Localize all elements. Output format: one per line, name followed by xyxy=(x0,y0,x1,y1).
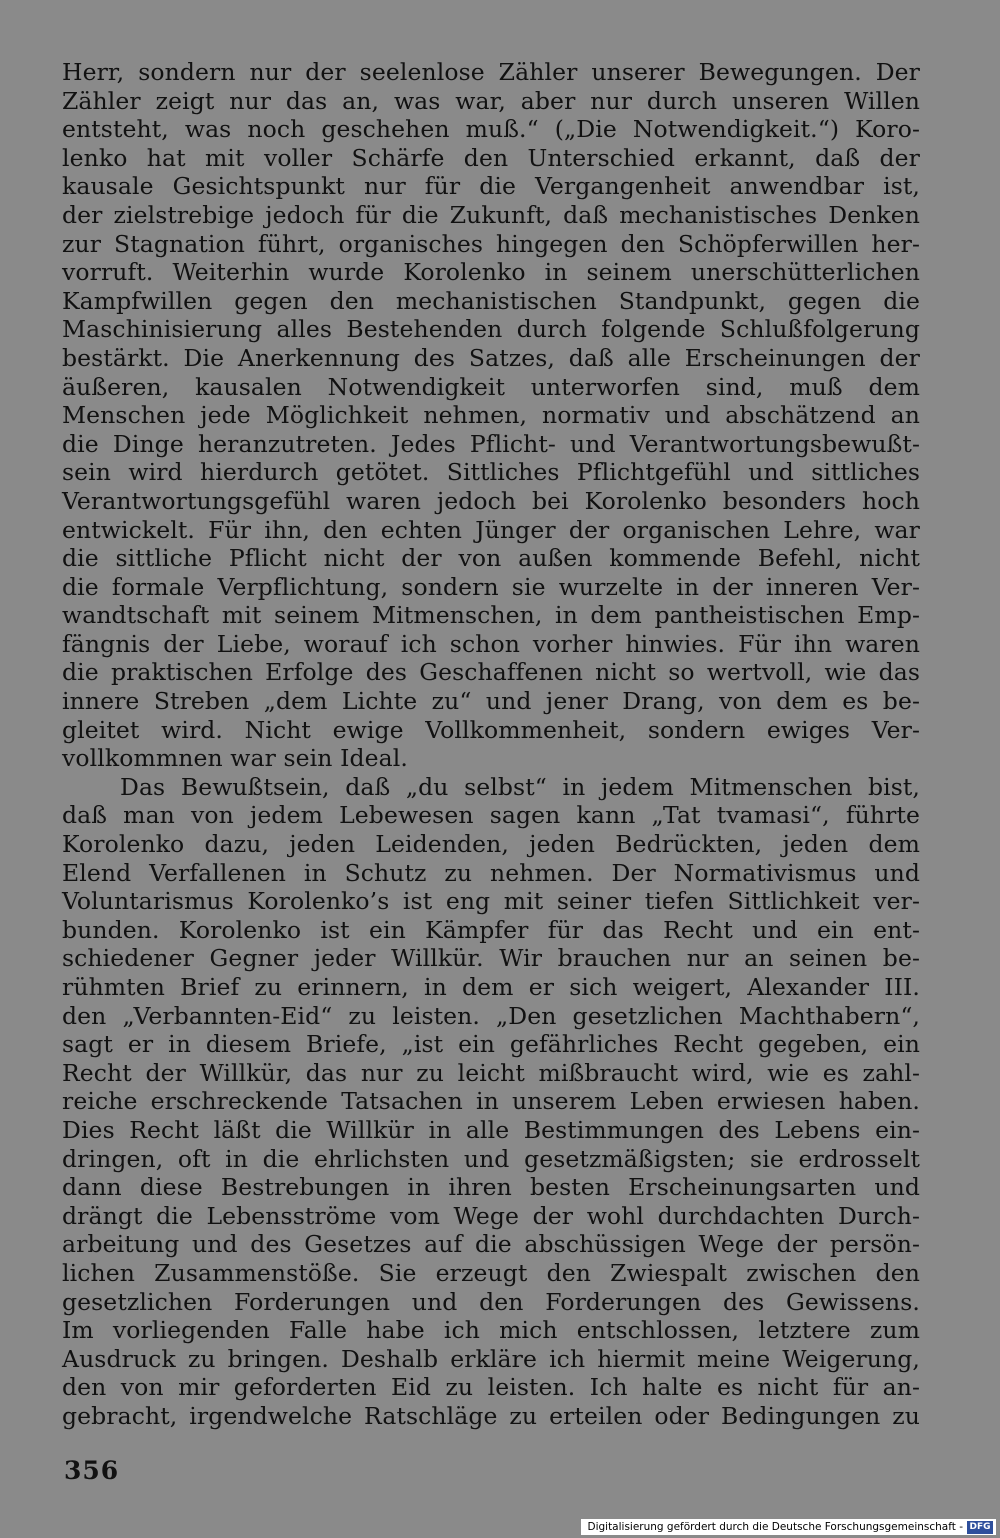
text-line: die praktischen Erfolge des Geschaffenen nicht so wertvoll, wie das xyxy=(62,658,920,687)
text-line: vollkommnen war sein Ideal. xyxy=(62,744,408,773)
text-line: Herr, sondern nur der seelenlose Zähler unserer Bewegungen. Der xyxy=(62,58,920,86)
text-line: kausale Gesichtspunkt nur für die Vergangenheit anwendbar ist, xyxy=(62,172,920,201)
text-line: schiedener Gegner jeder Willkür. Wir brauchen nur an seinen be- xyxy=(62,944,920,973)
text-line: Maschinisierung alles Bestehenden durch folgende Schlußfolgerung xyxy=(62,315,920,344)
text-line: Ausdruck zu bringen. Deshalb erkläre ich hiermit meine Weigerung, xyxy=(62,1344,920,1373)
text-line: Im vorliegenden Falle habe ich mich entschlossen, letztere zum xyxy=(62,1316,920,1345)
text-line: zur Stagnation führt, organisches hingegen den Schöpferwillen her- xyxy=(62,229,920,258)
text-line: entsteht, was noch geschehen muß.“ („Die Notwendigkeit.“) Koro- xyxy=(62,115,920,144)
text-line: entwickelt. Für ihn, den echten Jünger der organischen Lehre, war xyxy=(62,515,920,544)
text-line: reiche erschreckende Tatsachen in unserem Leben erwiesen haben. xyxy=(62,1087,920,1116)
text-line: Recht der Willkür, das nur zu leicht mißbraucht wird, wie es zahl- xyxy=(62,1058,920,1087)
page-body xyxy=(62,58,920,1431)
text-line: drängt die Lebensströme vom Wege der wohl durchdachten Durch- xyxy=(62,1201,920,1230)
text-line: vorruft. Weiterhin wurde Korolenko in seinem unerschütterlichen xyxy=(62,258,920,287)
text-line: gebracht, irgendwelche Ratschläge zu erteilen oder Bedingungen zu xyxy=(62,1401,920,1430)
text-line: rühmten Brief zu erinnern, in dem er sich weigert, Alexander III. xyxy=(62,973,920,1001)
text-line: Kampfwillen gegen den mechanistischen Standpunkt, gegen die xyxy=(62,286,920,315)
text-line: Das Bewußtsein, daß „du selbst“ in jedem Mitmenschen bist, xyxy=(120,772,920,801)
dfg-logo-icon: DFG xyxy=(967,1521,993,1534)
text-line: gesetzlichen Forderungen und den Forderungen des Gewissens. xyxy=(62,1287,920,1316)
text-line: den „Verbannten-Eid“ zu leisten. „Den gesetzlichen Machthabern“, xyxy=(62,1001,920,1030)
digitization-footer xyxy=(581,1519,996,1535)
text-line: die Dinge heranzutreten. Jedes Pflicht- und Verantwortungsbewußt- xyxy=(62,429,920,458)
text-line: die sittliche Pflicht nicht der von außen kommende Befehl, nicht xyxy=(62,544,920,573)
text-line: der zielstrebige jedoch für die Zukunft, daß mechanistisches Denken xyxy=(62,200,920,229)
text-line: sagt er in diesem Briefe, „ist ein gefährliches Recht gegeben, ein xyxy=(62,1030,920,1059)
text-line: Korolenko dazu, jeden Leidenden, jeden Bedrückten, jeden dem xyxy=(62,830,920,859)
text-line: Voluntarismus Korolenko’s ist eng mit seiner tiefen Sittlichkeit ver- xyxy=(62,887,920,916)
text-line: lichen Zusammenstöße. Sie erzeugt den Zwiespalt zwischen den xyxy=(62,1258,920,1287)
text-line: bunden. Korolenko ist ein Kämpfer für das Recht und ein ent- xyxy=(62,915,920,944)
text-line: arbeitung und des Gesetzes auf die abschüssigen Wege der persön- xyxy=(62,1230,920,1259)
text-line: Menschen jede Möglichkeit nehmen, normativ und abschätzend an xyxy=(62,401,920,430)
text-line: innere Streben „dem Lichte zu“ und jener Drang, von dem es be- xyxy=(62,687,920,716)
text-line: fängnis der Liebe, worauf ich schon vorher hinwies. Für ihn waren xyxy=(62,629,920,658)
text-line: Elend Verfallenen in Schutz zu nehmen. Der Normativismus und xyxy=(62,858,920,887)
text-line: daß man von jedem Lebewesen sagen kann „Tat tvamasi“, führte xyxy=(62,801,920,830)
text-line: bestärkt. Die Anerkennung des Satzes, daß alle Erscheinungen der xyxy=(62,343,920,372)
text-line: dann diese Bestrebungen in ihren besten Erscheinungsarten und xyxy=(62,1173,920,1202)
text-line: äußeren, kausalen Notwendigkeit unterworfen sind, muß dem xyxy=(62,372,920,401)
text-line: lenko hat mit voller Schärfe den Unterschied erkannt, daß der xyxy=(62,143,920,172)
text-line: Dies Recht läßt die Willkür in alle Bestimmungen des Lebens ein- xyxy=(62,1115,920,1144)
text-line: Zähler zeigt nur das an, was war, aber nur durch unseren Willen xyxy=(62,86,920,115)
text-line: die formale Verpflichtung, sondern sie wurzelte in der inneren Ver- xyxy=(62,572,920,601)
page-number: 356 xyxy=(64,1456,120,1485)
text-line: dringen, oft in die ehrlichsten und gesetzmäßigsten; sie erdrosselt xyxy=(62,1144,920,1173)
footer-text: Digitalisierung gefördert durch die Deutsche Forschungsgemeinschaft - xyxy=(587,1521,963,1533)
text-line: gleitet wird. Nicht ewige Vollkommenheit, sondern ewiges Ver- xyxy=(62,715,920,744)
text-line: den von mir geforderten Eid zu leisten. Ich halte es nicht für an- xyxy=(62,1373,920,1402)
text-line: sein wird hierdurch getötet. Sittliches Pflichtgefühl und sittliches xyxy=(62,458,920,487)
text-line: wandtschaft mit seinem Mitmenschen, in dem pantheistischen Emp- xyxy=(62,601,920,630)
text-line: Verantwortungsgefühl waren jedoch bei Korolenko besonders hoch xyxy=(62,486,920,515)
